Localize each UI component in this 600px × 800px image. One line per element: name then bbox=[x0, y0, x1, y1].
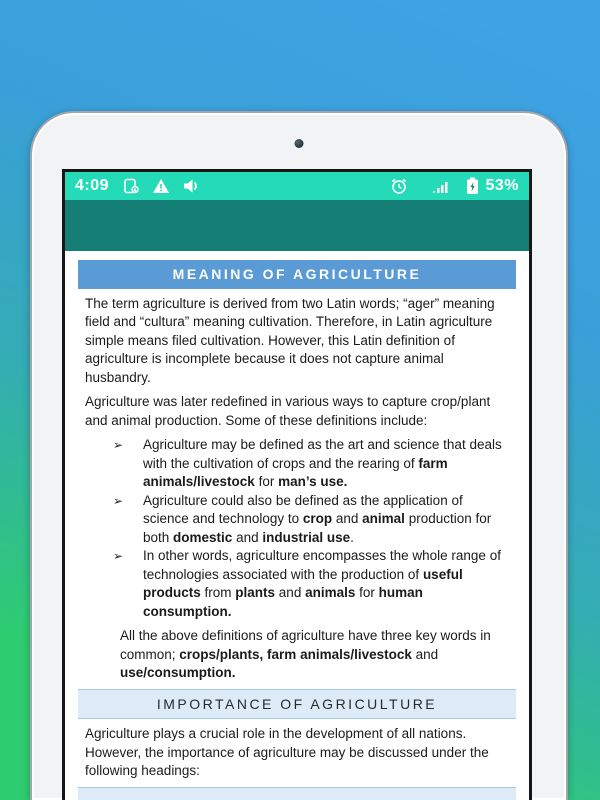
body-text: Agriculture could also be defined as the application of science and technology to bbox=[143, 492, 463, 526]
clock-time: 4:09 bbox=[75, 177, 110, 194]
body-text: and bbox=[232, 529, 263, 545]
section-heading: IMPORTANCE OF AGRICULTURE bbox=[78, 689, 516, 720]
definition-bullet bbox=[113, 436, 509, 492]
bold-text: useful products bbox=[143, 566, 463, 600]
bullet-arrow-icon: ➢ bbox=[113, 438, 124, 452]
body-text: for bbox=[355, 585, 379, 600]
body-text: . bbox=[350, 529, 354, 545]
bullet-arrow-icon: ➢ bbox=[113, 549, 124, 563]
battery-icon bbox=[466, 177, 479, 195]
paragraph bbox=[85, 295, 509, 388]
tablet-screen bbox=[62, 169, 532, 800]
tablet-device-frame bbox=[30, 111, 568, 800]
front-camera-dot bbox=[295, 139, 304, 148]
bold-text: animal bbox=[362, 511, 405, 526]
body-text: Agriculture may be defined as the art and science that deals with the cultivation of crops and the rearing of bbox=[143, 437, 502, 471]
bold-text: crops/plants, farm animals/livestock bbox=[179, 646, 412, 662]
document-body[interactable] bbox=[65, 251, 529, 800]
definition-bullet bbox=[113, 492, 509, 548]
body-text: and bbox=[411, 646, 439, 662]
paragraph bbox=[85, 393, 509, 430]
bullet-arrow-icon: ➢ bbox=[113, 493, 124, 508]
body-text: All the above definitions of agriculture have three key words in common; bbox=[120, 628, 491, 662]
body-text: Agriculture was later redefined in various ways to capture crop/plant and animal production. Some of these definitions include: bbox=[85, 394, 491, 428]
section-heading-partial bbox=[78, 787, 516, 800]
bold-text: domestic bbox=[173, 529, 233, 545]
definition-list bbox=[113, 436, 509, 621]
body-text: and bbox=[332, 511, 363, 526]
bold-text: crop bbox=[302, 511, 333, 526]
body-text: In other words, agriculture encompasses the whole range of technologies associated with the production of bbox=[143, 548, 501, 582]
bold-text: animals bbox=[305, 585, 356, 600]
app-toolbar bbox=[65, 200, 529, 251]
bold-text: industrial use bbox=[262, 529, 351, 545]
bold-text: farm animals/livestock bbox=[143, 455, 448, 489]
section-heading: MEANING OF AGRICULTURE bbox=[78, 260, 516, 289]
bold-text: plants bbox=[235, 585, 276, 600]
paragraph bbox=[120, 627, 509, 683]
battery-percent: 53% bbox=[485, 177, 519, 194]
warning-icon bbox=[152, 178, 170, 194]
screenshot-icon bbox=[123, 178, 140, 195]
signal-icon bbox=[432, 179, 452, 194]
body-text: production for both bbox=[143, 511, 492, 545]
body-text: and bbox=[275, 585, 306, 600]
body-text: Agriculture plays a crucial role in the development of all nations. However, the importance of agriculture may be discussed under the following headings: bbox=[85, 726, 489, 778]
alarm-icon bbox=[390, 178, 408, 195]
speaker-icon bbox=[182, 178, 200, 194]
body-text: from bbox=[200, 585, 236, 600]
bold-text: use/consumption. bbox=[120, 665, 236, 680]
body-text: for bbox=[254, 474, 279, 489]
paragraph bbox=[85, 725, 509, 781]
definition-bullet bbox=[113, 547, 509, 621]
status-bar bbox=[65, 172, 529, 200]
bold-text: man’s use. bbox=[278, 474, 348, 489]
body-text: The term agriculture is derived from two Latin words; “ager” meaning field and “cultura” meaning cultivation. Therefore, in Latin agriculture simple means filed cultivation. However, this Latin definition of agriculture is incomplete because it does not capture animal husbandry. bbox=[85, 295, 495, 385]
bold-text: human consumption. bbox=[143, 585, 423, 619]
